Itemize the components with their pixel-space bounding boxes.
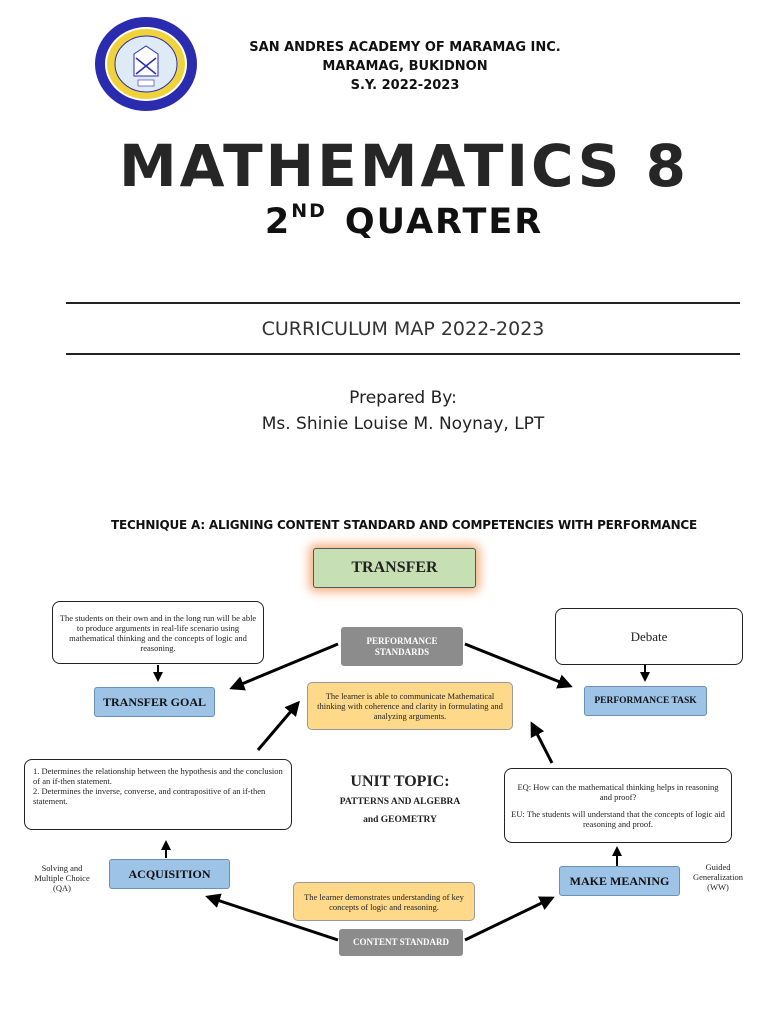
performance-task-text: Debate: [555, 608, 743, 665]
unit-topic-line2: and GEOMETRY: [363, 815, 437, 825]
arrow-acq-to-standard: [258, 703, 298, 750]
arrow-content-to-meaning: [465, 898, 552, 940]
quarter-word: QUARTER: [344, 202, 544, 242]
preparer-name: Ms. Shinie Louise M. Noynay, LPT: [261, 414, 545, 434]
transfer-goal-text: The students on their own and in the long run will be able to produce arguments in real-life scenario using mathematical thinking and the concepts of logic and reasoning.: [52, 601, 264, 664]
prepared-label: Prepared By:: [349, 388, 457, 408]
school-year: S.Y. 2022-2023: [350, 78, 460, 93]
acquisition-text: [24, 759, 292, 830]
make-meaning-label: MAKE MEANING: [559, 866, 680, 896]
content-standard-text: The learner demonstrates understanding of key concepts of logic and reasoning.: [293, 882, 475, 921]
acquisition-item-1: 1. Determines the relationship between the hypothesis and the conclusion of an if-then statement.: [33, 766, 283, 786]
transfer-box: TRANSFER: [313, 548, 476, 588]
performance-task-label: PERFORMANCE TASK: [584, 686, 707, 716]
content-standard-label: CONTENT STANDARD: [339, 929, 463, 956]
performance-standard-text: The learner is able to communicate Mathematical thinking with coherence and clarity in formulating and analyzing arguments.: [307, 682, 513, 730]
acquisition-label: ACQUISITION: [109, 859, 230, 889]
subject-title: MATHEMATICS 8: [118, 132, 690, 200]
performance-standards-label: PERFORMANCE STANDARDS: [341, 627, 463, 666]
acquisition-note: Solving and Multiple Choice (QA): [34, 863, 90, 893]
unit-topic: [310, 773, 490, 826]
eu-text: EU: The students will understand that the concepts of logic aid reasoning and proof.: [511, 809, 725, 829]
quarter-suffix: ND: [291, 200, 327, 222]
eq-text: EQ: How can the mathematical thinking helps in reasoning and proof?: [517, 782, 719, 802]
acquisition-item-2: 2. Determines the inverse, converse, and contrapositive of an if-then statement.: [33, 786, 266, 806]
school-location: MARAMAG, BUKIDNON: [322, 59, 488, 74]
arrow-meaning-to-standard: [532, 724, 552, 763]
make-meaning-note: Guided Generalization (WW): [692, 862, 744, 892]
quarter-number: 2: [264, 202, 292, 242]
make-meaning-text: [504, 768, 732, 843]
curriculum-map-title: CURRICULUM MAP 2022-2023: [261, 318, 545, 340]
school-name: SAN ANDRES ACADEMY OF MARAMAG INC.: [249, 40, 561, 55]
technique-title: TECHNIQUE A: ALIGNING CONTENT STANDARD AND COMPETENCIES WITH PERFORMANCE: [110, 518, 698, 532]
transfer-goal-label: TRANSFER GOAL: [94, 687, 215, 717]
unit-topic-label: UNIT TOPIC:: [350, 773, 450, 790]
unit-topic-line1: PATTERNS AND ALGEBRA: [339, 797, 461, 807]
